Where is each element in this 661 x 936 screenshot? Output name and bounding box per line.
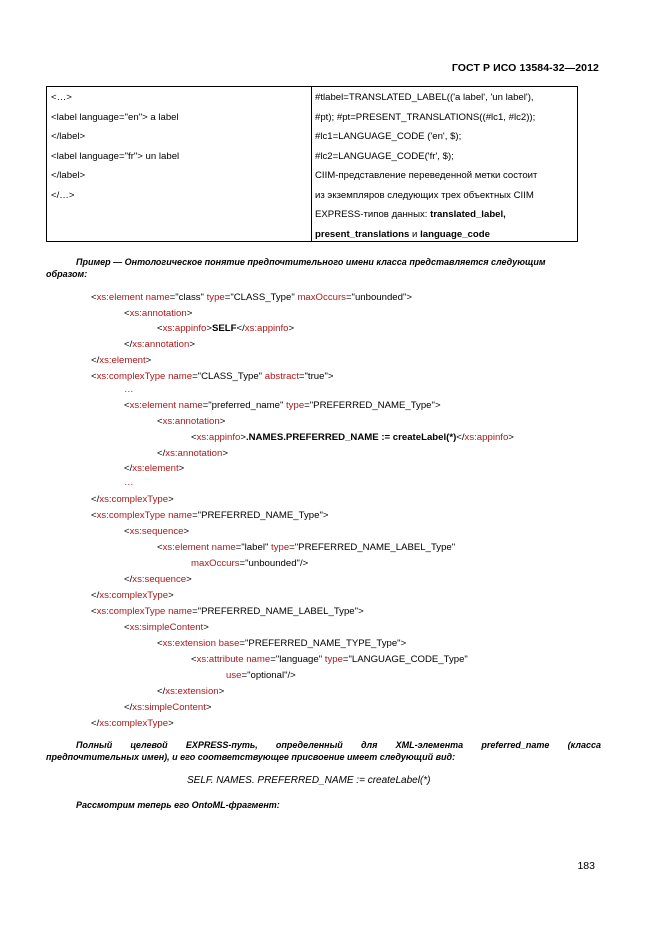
code-token: <	[124, 308, 130, 319]
code-token: SELF	[211, 323, 237, 334]
code-token: <	[124, 622, 130, 633]
ciim-text: EXPRESS-типов данных:	[315, 209, 431, 220]
code-token: </	[456, 432, 465, 443]
code-token: <	[157, 638, 163, 649]
code-token: xs:appinfo	[196, 432, 241, 443]
xml-line: </label>	[51, 131, 86, 142]
code-token: type	[286, 400, 305, 411]
code-token: <	[191, 654, 197, 665]
code-token: />	[299, 558, 309, 569]
code-token: <	[157, 416, 163, 427]
code-token: >	[434, 400, 441, 411]
code-token: name	[176, 400, 203, 411]
code-token: xs:complexType	[96, 371, 166, 382]
code-token: base	[215, 638, 240, 649]
ciim-type-name: translated_label,	[430, 209, 506, 220]
code-line	[124, 702, 211, 713]
code-token: >	[178, 463, 185, 474]
xml-line: <label language="en"> a label	[51, 111, 179, 123]
code-token: >	[219, 416, 226, 427]
ciim-line: #pt); #pt=PRESENT_TRANSLATIONS((#lc1, #lc2));	[315, 111, 536, 123]
page-number: 183	[577, 860, 595, 872]
code-token: </	[124, 339, 133, 350]
code-line	[91, 606, 364, 617]
code-ellipsis: …	[124, 477, 134, 488]
code-token: <	[124, 400, 130, 411]
code-token: </	[91, 494, 100, 505]
code-token: xs:appinfo	[162, 323, 207, 334]
code-token: ="CLASS_Type"	[224, 292, 298, 303]
code-token: >	[206, 323, 212, 334]
code-line	[157, 638, 406, 649]
code-line	[124, 622, 209, 633]
ciim-line: #lc2=LANGUAGE_CODE('fr', $);	[315, 150, 454, 162]
code-token: >	[186, 308, 193, 319]
code-token: ="label"	[235, 542, 272, 553]
code-line	[191, 654, 468, 665]
code-line	[91, 590, 174, 601]
code-line	[124, 339, 195, 350]
code-line	[91, 371, 333, 382]
ciim-line: CIIM-представление переведенной метки состоит	[315, 170, 538, 181]
code-token: xs:extension	[165, 686, 219, 697]
code-token: maxOccurs	[297, 292, 346, 303]
code-line	[157, 542, 455, 553]
code-token: type	[206, 292, 225, 303]
code-line	[157, 416, 225, 427]
code-line	[157, 686, 224, 697]
code-token: ="true"	[298, 371, 328, 382]
xml-line: </label>	[51, 170, 86, 181]
code-token: xs:complexType	[99, 718, 169, 729]
ciim-line	[315, 225, 537, 245]
code-line	[124, 463, 184, 474]
code-token: ="PREFERRED_NAME_Type"	[304, 400, 435, 411]
code-line	[191, 558, 308, 569]
table-divider	[311, 87, 312, 241]
code-token: </	[91, 718, 100, 729]
code-line	[157, 448, 228, 459]
code-token: >	[358, 606, 364, 617]
code-token: >	[327, 371, 334, 382]
code-mapping-table	[46, 86, 578, 242]
code-token: ="PREFERRED_NAME_LABEL_Type"	[289, 542, 456, 553]
code-token: >	[168, 494, 174, 505]
code-token: >	[168, 590, 174, 601]
ciim-line: #lc1=LANGUAGE_CODE ('en', $);	[315, 131, 462, 142]
code-token: ="LANGUAGE_CODE_Type"	[342, 654, 468, 665]
code-token: use	[226, 670, 242, 681]
code-token: xs:element	[132, 463, 179, 474]
code-line	[124, 574, 192, 585]
ciim-line	[315, 205, 537, 225]
code-token: xs:annotation	[165, 448, 223, 459]
ciim-column	[315, 88, 537, 244]
code-token: >	[288, 323, 295, 334]
code-line	[91, 494, 174, 505]
example-caption-cont: образом:	[46, 269, 88, 279]
code-token: name	[165, 606, 193, 617]
code-token: xs:complexType	[99, 590, 169, 601]
code-line	[124, 526, 189, 537]
code-token: <	[91, 606, 97, 617]
code-token: name	[143, 292, 170, 303]
ciim-line: #tlabel=TRANSLATED_LABEL(('a label', 'un label'),	[315, 92, 534, 103]
code-token: </	[124, 463, 133, 474]
xml-line: <…>	[51, 92, 72, 103]
code-token: xs:sequence	[132, 574, 187, 585]
code-token: >	[222, 448, 228, 459]
code-token: <	[124, 526, 130, 537]
example-caption: Пример — Онтологическое понятие предпочтительного имени класса представляется следующим	[76, 257, 546, 267]
code-token: >	[205, 702, 212, 713]
code-token: ="PREFERRED_NAME_LABEL_Type"	[192, 606, 359, 617]
code-token: </	[124, 702, 133, 713]
code-token: </	[91, 355, 100, 366]
code-token: name	[165, 371, 193, 382]
code-token: >	[218, 686, 225, 697]
code-token: name	[209, 542, 236, 553]
code-token: xs:attribute	[196, 654, 244, 665]
ontoml-intro: Рассмотрим теперь его OntoML-фрагмент:	[76, 800, 280, 810]
code-token: xs:element	[162, 542, 209, 553]
code-token: xs:annotation	[132, 339, 190, 350]
code-line	[226, 670, 296, 681]
code-token: xs:sequence	[129, 526, 184, 537]
code-token: abstract	[264, 371, 299, 382]
code-token: </	[157, 448, 166, 459]
code-token: ="language"	[270, 654, 325, 665]
code-token: <	[157, 323, 163, 334]
code-line	[124, 308, 192, 319]
code-token: maxOccurs	[191, 558, 240, 569]
code-token: ="CLASS_Type"	[192, 371, 265, 382]
path-sentence-line2: предпочтительных имен), и его соответствующее присвоение имеет следующий вид:	[46, 752, 456, 762]
code-token: xs:annotation	[162, 416, 220, 427]
code-token: xs:element	[129, 400, 176, 411]
assignment-formula: SELF. NAMES. PREFERRED_NAME := createLabel(*)	[187, 775, 431, 786]
code-token: .NAMES.PREFERRED_NAME := createLabel(*)	[245, 432, 457, 443]
code-token: xs:appinfo	[244, 323, 289, 334]
code-token: </	[124, 574, 133, 585]
code-token: xs:simpleContent	[132, 702, 206, 713]
code-token: >	[168, 718, 174, 729]
code-token: type	[271, 542, 290, 553]
code-token: >	[145, 355, 152, 366]
code-token: ="unbounded"	[345, 292, 407, 303]
ciim-text: и	[409, 228, 421, 240]
code-token: type	[324, 654, 343, 665]
code-token: ="unbounded"	[239, 558, 300, 569]
code-token: xs:appinfo	[464, 432, 509, 443]
code-token: </	[91, 590, 100, 601]
ciim-type-name: language_code	[420, 228, 490, 240]
code-token: >	[186, 574, 192, 585]
code-token: xs:complexType	[96, 510, 166, 521]
code-line	[191, 432, 514, 443]
ciim-line: из экземпляров следующих трех объектных CIIM	[315, 189, 534, 201]
code-token: </	[236, 323, 245, 334]
code-token: >	[189, 339, 195, 350]
document-header: ГОСТ Р ИСО 13584-32—2012	[451, 62, 599, 74]
code-token: >	[400, 638, 407, 649]
ciim-type-name: present_translations	[315, 228, 410, 240]
code-ellipsis: …	[124, 384, 134, 395]
code-token: ="preferred_name"	[202, 400, 287, 411]
code-token: ="PREFERRED_NAME_TYPE_Type"	[239, 638, 401, 649]
code-token: ="PREFERRED_NAME_Type"	[192, 510, 323, 521]
code-token: <	[91, 371, 97, 382]
code-token: xs:extension	[162, 638, 216, 649]
code-token: >	[508, 432, 514, 443]
code-token: >	[203, 622, 209, 633]
code-token: <	[191, 432, 197, 443]
code-token: xs:simpleContent	[129, 622, 204, 633]
code-token: </	[157, 686, 166, 697]
path-sentence-line1: Полный целевой EXPRESS-путь, определенный для XML-элемента preferred_name (класса	[76, 740, 601, 750]
code-line	[91, 355, 151, 366]
code-token: xs:element	[96, 292, 143, 303]
code-token: >	[240, 432, 246, 443]
code-token: xs:complexType	[96, 606, 166, 617]
code-token: >	[322, 510, 329, 521]
path-sentence	[76, 740, 601, 750]
code-token: <	[91, 510, 97, 521]
xml-column	[51, 88, 179, 205]
code-token: >	[406, 292, 412, 303]
code-line	[91, 718, 174, 729]
code-token: <	[157, 542, 163, 553]
xml-line: </…>	[51, 189, 75, 201]
code-token: />	[287, 670, 296, 681]
code-token: ="optional"	[241, 670, 288, 681]
code-token: xs:element	[99, 355, 146, 366]
code-line	[91, 292, 412, 303]
code-token: ="class"	[169, 292, 207, 303]
code-token: name	[165, 510, 193, 521]
code-line	[124, 400, 441, 411]
code-token: name	[243, 654, 271, 665]
code-line	[157, 323, 294, 334]
code-token: xs:complexType	[99, 494, 169, 505]
xml-line: <label language="fr"> un label	[51, 150, 180, 162]
code-token: <	[91, 292, 97, 303]
code-token: >	[183, 526, 190, 537]
code-line	[91, 510, 328, 521]
code-token: xs:annotation	[129, 308, 187, 319]
